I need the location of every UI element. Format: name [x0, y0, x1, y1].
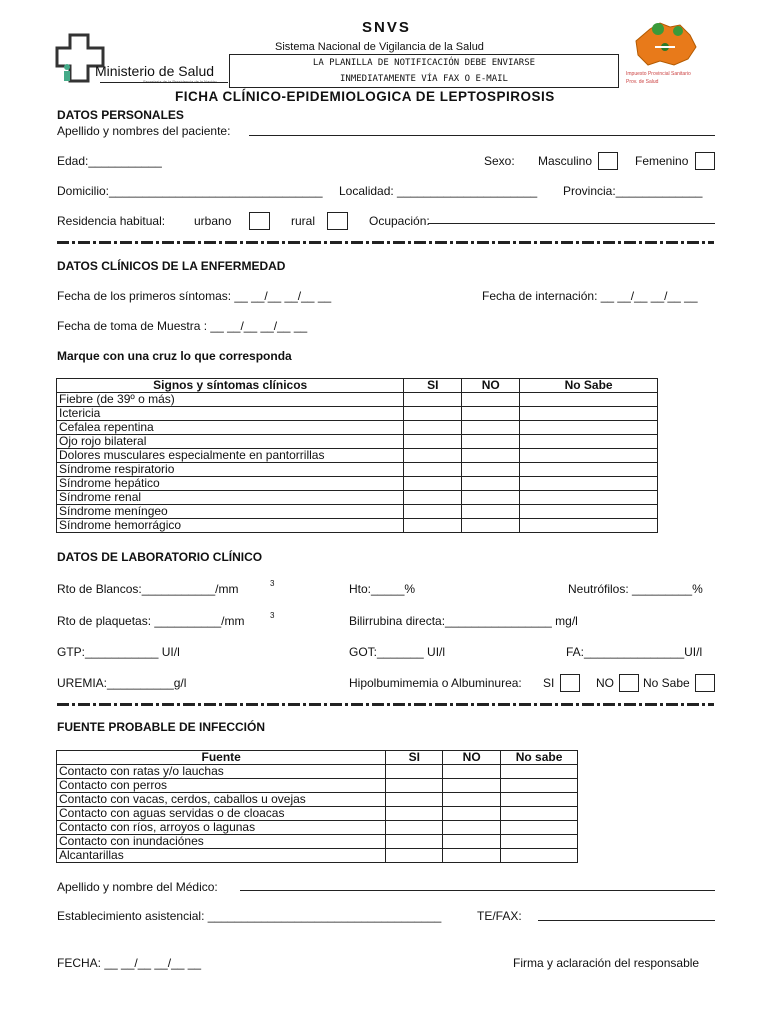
nosabe-cell[interactable]: [520, 407, 658, 421]
ministry-logo-rule: [100, 82, 228, 83]
table-row: [57, 505, 658, 519]
platelets-superscript: 3: [270, 611, 275, 620]
table-row: [57, 793, 578, 807]
no-cell[interactable]: [462, 463, 520, 477]
table-row: [57, 765, 578, 779]
white-cells-superscript: 3: [270, 579, 275, 588]
neutrophils-field[interactable]: Neutrófilos: _________%: [568, 582, 703, 596]
occupation-label: Ocupación:: [369, 214, 430, 228]
nosabe-cell[interactable]: [501, 793, 578, 807]
si-cell[interactable]: [404, 491, 462, 505]
admission-date[interactable]: Fecha de internación: __ __/__ __/__ __: [482, 289, 698, 303]
si-cell[interactable]: [386, 821, 443, 835]
personal-heading: DATOS PERSONALES: [57, 108, 184, 122]
hypoalb-si-checkbox[interactable]: [560, 674, 580, 692]
ministry-subtitle: Secretaría de la Presidencia de la Nación: [143, 79, 217, 84]
snvs-title: SNVS: [362, 19, 411, 36]
si-header: SI: [386, 751, 443, 765]
section-divider: [57, 241, 714, 244]
notice-box: [229, 54, 619, 88]
nosabe-cell[interactable]: [501, 765, 578, 779]
hypoalb-no-checkbox[interactable]: [619, 674, 639, 692]
got-field[interactable]: GOT:_______ UI/l: [349, 645, 446, 659]
patient-name-field[interactable]: [249, 135, 715, 136]
urban-checkbox[interactable]: [249, 212, 270, 230]
nosabe-cell[interactable]: [501, 821, 578, 835]
no-cell[interactable]: [462, 435, 520, 449]
sex-label: Sexo:: [484, 154, 515, 168]
provincial-logo: [626, 21, 706, 89]
no-cell[interactable]: [462, 407, 520, 421]
table-row: [57, 477, 658, 491]
symptom-label: Ictericia: [57, 407, 404, 421]
table-row: [57, 835, 578, 849]
table-row: [57, 519, 658, 533]
source-label: Contacto con aguas servidas o de cloacas: [57, 807, 386, 821]
address-field[interactable]: Domicilio:________________________________: [57, 184, 323, 198]
si-cell[interactable]: [404, 463, 462, 477]
nosabe-cell[interactable]: [501, 849, 578, 863]
si-cell[interactable]: [404, 449, 462, 463]
symptom-label: Cefalea repentina: [57, 421, 404, 435]
province-map-icon: [630, 21, 700, 71]
lab-heading: DATOS DE LABORATORIO CLÍNICO: [57, 550, 263, 564]
table-row: [57, 407, 658, 421]
residence-label: Residencia habitual:: [57, 214, 166, 228]
no-cell[interactable]: [462, 519, 520, 533]
urea-field[interactable]: UREMIA:__________g/l: [57, 676, 187, 690]
first-symptoms-date[interactable]: Fecha de los primeros síntomas: __ __/__ __/__ __: [57, 289, 332, 303]
si-cell[interactable]: [386, 793, 443, 807]
mark-instruction: Marque con una cruz lo que corresponda: [57, 349, 292, 363]
source-header: Fuente: [57, 751, 386, 765]
male-checkbox[interactable]: [598, 152, 618, 170]
symptoms-table: [56, 378, 658, 533]
symptoms-header: Signos y síntomas clínicos: [57, 379, 404, 393]
si-header: SI: [404, 379, 462, 393]
nosabe-cell[interactable]: [520, 449, 658, 463]
provincial-logo-text1: Impuesto Provincial Sanitario: [626, 71, 691, 77]
si-cell[interactable]: [386, 779, 443, 793]
urban-label: urbano: [194, 214, 232, 228]
female-checkbox[interactable]: [695, 152, 715, 170]
notice-line1: LA PLANILLA DE NOTIFICACIÓN DEBE ENVIARSE: [312, 58, 536, 68]
no-cell[interactable]: [462, 393, 520, 407]
nosabe-cell[interactable]: [520, 435, 658, 449]
nosabe-header: No sabe: [501, 751, 578, 765]
hto-field[interactable]: Hto:_____%: [349, 582, 416, 596]
doctor-field[interactable]: [240, 890, 715, 891]
patient-name-label: Apellido y nombres del paciente:: [57, 124, 231, 138]
source-label: Contacto con ratas y/o lauchas: [57, 765, 386, 779]
nosabe-cell[interactable]: [520, 491, 658, 505]
signature-label: Firma y aclaración del responsable: [513, 956, 700, 970]
hypoalb-nosabe-label: No Sabe: [643, 676, 690, 690]
no-cell[interactable]: [443, 793, 501, 807]
no-cell[interactable]: [462, 449, 520, 463]
si-cell[interactable]: [404, 477, 462, 491]
no-cell[interactable]: [462, 477, 520, 491]
symptom-label: Síndrome hemorrágico: [57, 519, 404, 533]
source-heading: FUENTE PROBABLE DE INFECCIÓN: [57, 720, 266, 734]
si-cell[interactable]: [404, 505, 462, 519]
fa-field[interactable]: FA:_______________UI/l: [566, 645, 703, 659]
table-row: [57, 779, 578, 793]
tefax-label: TE/FAX:: [477, 909, 522, 923]
hypoalb-si-label: SI: [543, 676, 555, 690]
no-cell[interactable]: [462, 505, 520, 519]
table-row: [57, 449, 658, 463]
ministry-logo: [55, 33, 230, 88]
occupation-field[interactable]: [428, 223, 715, 224]
source-label: Contacto con inundaciónes: [57, 835, 386, 849]
no-cell[interactable]: [443, 807, 501, 821]
table-header-row: [57, 379, 658, 393]
table-row: [57, 849, 578, 863]
nosabe-header: No Sabe: [520, 379, 658, 393]
no-cell[interactable]: [462, 421, 520, 435]
nosabe-cell[interactable]: [501, 835, 578, 849]
nosabe-cell[interactable]: [520, 393, 658, 407]
provincial-logo-text2: Prov. de Salud: [626, 79, 659, 85]
si-cell[interactable]: [386, 807, 443, 821]
no-cell[interactable]: [443, 849, 501, 863]
no-cell[interactable]: [443, 765, 501, 779]
doctor-label: Apellido y nombre del Médico:: [57, 880, 218, 894]
nosabe-cell[interactable]: [501, 779, 578, 793]
source-label: Contacto con perros: [57, 779, 386, 793]
symptom-label: Síndrome hepático: [57, 477, 404, 491]
hypoalb-no-label: NO: [596, 676, 614, 690]
table-row: [57, 491, 658, 505]
source-label: Contacto con ríos, arroyos o lagunas: [57, 821, 386, 835]
rural-label: rural: [291, 214, 316, 228]
age-field[interactable]: Edad:___________: [57, 154, 162, 168]
sample-date[interactable]: Fecha de toma de Muestra : __ __/__ __/__ __: [57, 319, 308, 333]
tefax-field[interactable]: [538, 920, 715, 921]
table-row: [57, 821, 578, 835]
table-row: [57, 435, 658, 449]
source-label: Alcantarillas: [57, 849, 386, 863]
hypoalbuminemia-label: Hipolbumimemia o Albuminurea:: [349, 676, 522, 690]
symptom-label: Dolores musculares especialmente en pantorrillas: [57, 449, 404, 463]
nosabe-cell[interactable]: [520, 463, 658, 477]
symptom-label: Síndrome respiratorio: [57, 463, 404, 477]
si-cell[interactable]: [386, 849, 443, 863]
notice-line2: INMEDIATAMENTE VÍA FAX O E-MAIL: [340, 74, 508, 84]
province-field[interactable]: Provincia:_____________: [563, 184, 703, 198]
table-row: [57, 393, 658, 407]
table-row: [57, 463, 658, 477]
si-cell[interactable]: [386, 835, 443, 849]
no-cell[interactable]: [462, 491, 520, 505]
nosabe-cell[interactable]: [520, 477, 658, 491]
establishment-field[interactable]: Establecimiento asistencial: ___________________________________: [57, 909, 442, 923]
nosabe-cell[interactable]: [520, 519, 658, 533]
nosabe-cell[interactable]: [501, 807, 578, 821]
hypoalb-nosabe-checkbox[interactable]: [695, 674, 715, 692]
symptom-label: Ojo rojo bilateral: [57, 435, 404, 449]
female-label: Femenino: [635, 154, 689, 168]
no-header: NO: [462, 379, 520, 393]
no-cell[interactable]: [443, 779, 501, 793]
table-row: [57, 807, 578, 821]
male-label: Masculino: [538, 154, 593, 168]
si-cell[interactable]: [404, 421, 462, 435]
si-cell[interactable]: [404, 393, 462, 407]
rural-checkbox[interactable]: [327, 212, 348, 230]
symptom-label: Fiebre (de 39º o más): [57, 393, 404, 407]
symptom-label: Síndrome renal: [57, 491, 404, 505]
nosabe-cell[interactable]: [520, 421, 658, 435]
source-table: [56, 750, 578, 863]
form-title: FICHA CLÍNICO-EPIDEMIOLOGICA DE LEPTOSPIROSIS: [175, 89, 555, 104]
source-label: Contacto con vacas, cerdos, caballos u ovejas: [57, 793, 386, 807]
si-cell[interactable]: [404, 519, 462, 533]
no-cell[interactable]: [443, 821, 501, 835]
nosabe-cell[interactable]: [520, 505, 658, 519]
si-cell[interactable]: [386, 765, 443, 779]
clinical-heading: DATOS CLÍNICOS DE LA ENFERMEDAD: [57, 259, 286, 273]
ministry-name: Ministerio de Salud: [95, 63, 215, 79]
no-cell[interactable]: [443, 835, 501, 849]
si-cell[interactable]: [404, 435, 462, 449]
platelets-field[interactable]: Rto de plaquetas: __________/mm: [57, 614, 245, 628]
white-cells-field[interactable]: Rto de Blancos:___________/mm: [57, 582, 239, 596]
date-field[interactable]: FECHA: __ __/__ __/__ __: [57, 956, 202, 970]
section-divider: [57, 703, 714, 706]
symptom-label: Síndrome meníngeo: [57, 505, 404, 519]
si-cell[interactable]: [404, 407, 462, 421]
no-header: NO: [443, 751, 501, 765]
system-name: Sistema Nacional de Vigilancia de la Salud: [275, 41, 484, 53]
gtp-field[interactable]: GTP:___________ UI/l: [57, 645, 180, 659]
locality-field[interactable]: Localidad: _____________________: [339, 184, 538, 198]
bilirubin-field[interactable]: Bilirrubina directa:________________ mg/l: [349, 614, 578, 628]
table-header-row: [57, 751, 578, 765]
table-row: [57, 421, 658, 435]
